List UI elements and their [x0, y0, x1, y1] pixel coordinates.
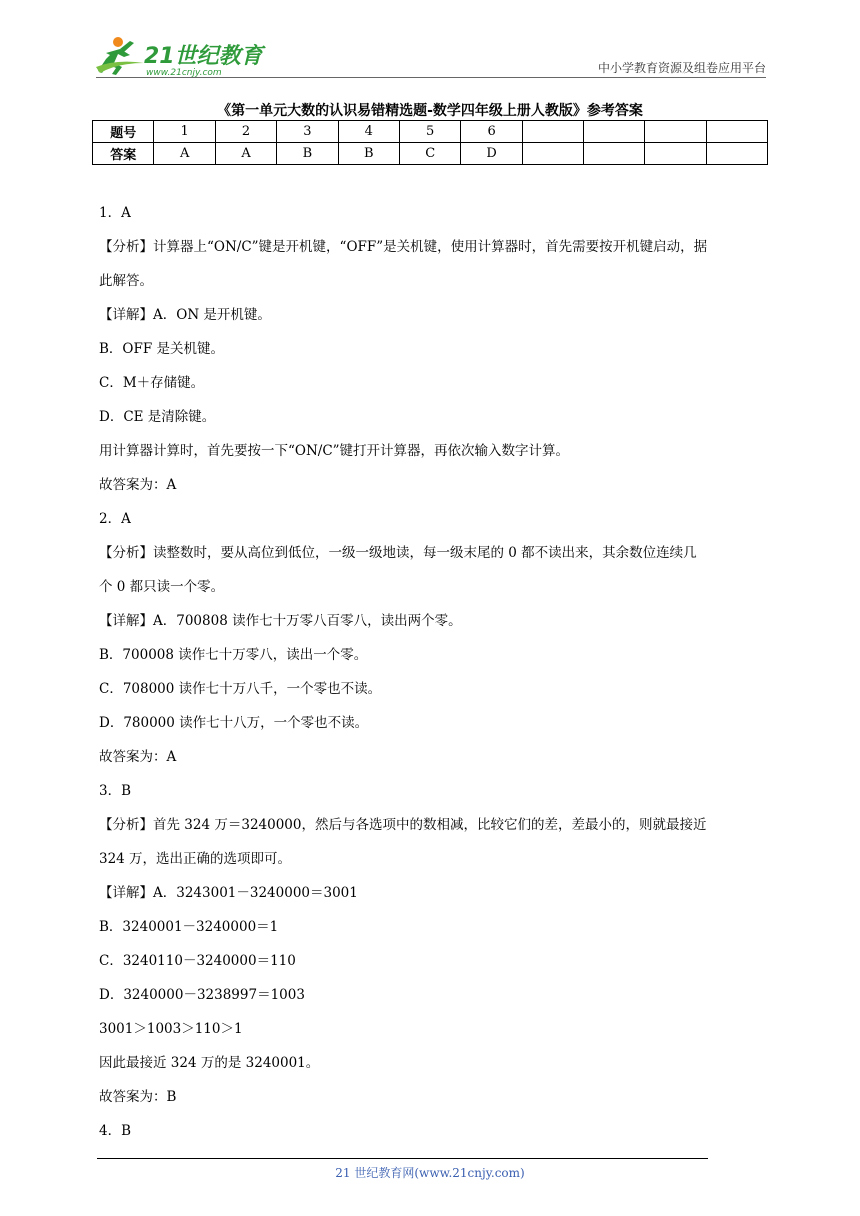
- text-line: 【详解】A．700808 读作七十万零八百零八，读出两个零。: [99, 613, 462, 629]
- text-line: 此解答。: [99, 273, 153, 289]
- text-line: 因此最接近 324 万的是 3240001。: [99, 1055, 320, 1071]
- table-cell: [584, 143, 645, 165]
- text-line: D．CE 是清除键。: [99, 409, 216, 425]
- table-cell: [584, 121, 645, 143]
- document-title: 《第一单元大数的认识易错精选题-数学四年级上册人教版》参考答案: [217, 103, 643, 119]
- text-line: 324 万，选出正确的选项即可。: [99, 851, 292, 867]
- text-line: 【详解】A．ON 是开机键。: [99, 307, 271, 323]
- text-line: 3．B: [99, 783, 132, 799]
- table-cell: 4: [338, 121, 399, 143]
- text-line: 故答案为：A: [99, 477, 177, 493]
- table-cell: [645, 121, 706, 143]
- table-cell: 5: [400, 121, 461, 143]
- row-label-answer: 答案: [93, 143, 154, 165]
- text-line: B．3240001－3240000＝1: [99, 919, 279, 935]
- table-cell: 2: [215, 121, 276, 143]
- text-line: C．M＋存储键。: [99, 375, 205, 391]
- text-line: 故答案为：B: [99, 1089, 177, 1105]
- text-line: 4．B: [99, 1123, 132, 1139]
- table-row-answers: [93, 143, 768, 165]
- text-line: D．780000 读作七十八万，一个零也不读。: [99, 715, 369, 731]
- text-line: 【分析】首先 324 万＝3240000，然后与各选项中的数相减，比较它们的差，差最小的，则就最接近: [99, 817, 707, 833]
- text-line: 2．A: [99, 511, 131, 527]
- table-row-numbers: [93, 121, 768, 143]
- text-line: D．3240000－3238997＝1003: [99, 987, 305, 1003]
- text-line: 【分析】计算器上“ON/C”键是开机键，“OFF”是关机键，使用计算器时，首先需要按开机键启动，据: [99, 239, 708, 255]
- answer-table: [92, 120, 768, 165]
- footer-divider: [97, 1158, 708, 1159]
- table-cell: [706, 121, 767, 143]
- text-line: 1．A: [99, 205, 131, 221]
- text-line: 【分析】读整数时，要从高位到低位，一级一级地读，每一级末尾的 0 都不读出来，其余数位连续几: [99, 545, 697, 561]
- text-line: C．708000 读作七十万八千，一个零也不读。: [99, 681, 382, 697]
- text-line: B．OFF 是关机键。: [99, 341, 225, 357]
- platform-name: 中小学教育资源及组卷应用平台: [597, 61, 766, 75]
- svg-text:21世纪教育: 21世纪教育: [144, 44, 263, 69]
- text-line: 个 0 都只读一个零。: [99, 579, 225, 595]
- header-divider: [96, 77, 766, 78]
- text-line: 【详解】A．3243001－3240000＝3001: [99, 885, 358, 901]
- text-line: 3001＞1003＞110＞1: [99, 1021, 243, 1037]
- footer-text: 21 世纪教育网(www.21cnjy.com): [335, 1166, 525, 1180]
- row-label-number: 题号: [93, 121, 154, 143]
- table-cell: 3: [277, 121, 338, 143]
- table-cell: [522, 143, 583, 165]
- table-cell: A: [215, 143, 276, 165]
- text-line: B．700008 读作七十万零八，读出一个零。: [99, 647, 368, 663]
- table-cell: D: [461, 143, 522, 165]
- page-header: [96, 33, 766, 81]
- table-cell: B: [338, 143, 399, 165]
- table-cell: A: [154, 143, 215, 165]
- table-cell: [645, 143, 706, 165]
- table-cell: [706, 143, 767, 165]
- runner-icon: [96, 37, 144, 75]
- answer-explanations: [99, 196, 763, 1148]
- table-cell: 1: [154, 121, 215, 143]
- svg-text:www.21cnjy.com: www.21cnjy.com: [146, 68, 222, 78]
- table-cell: [522, 121, 583, 143]
- table-cell: C: [400, 143, 461, 165]
- logo: [96, 33, 266, 79]
- text-line: C．3240110－3240000＝110: [99, 953, 296, 969]
- table-cell: B: [277, 143, 338, 165]
- table-cell: 6: [461, 121, 522, 143]
- text-line: 用计算器计算时，首先要按一下“ON/C”键打开计算器，再依次输入数字计算。: [99, 443, 570, 459]
- text-line: 故答案为：A: [99, 749, 177, 765]
